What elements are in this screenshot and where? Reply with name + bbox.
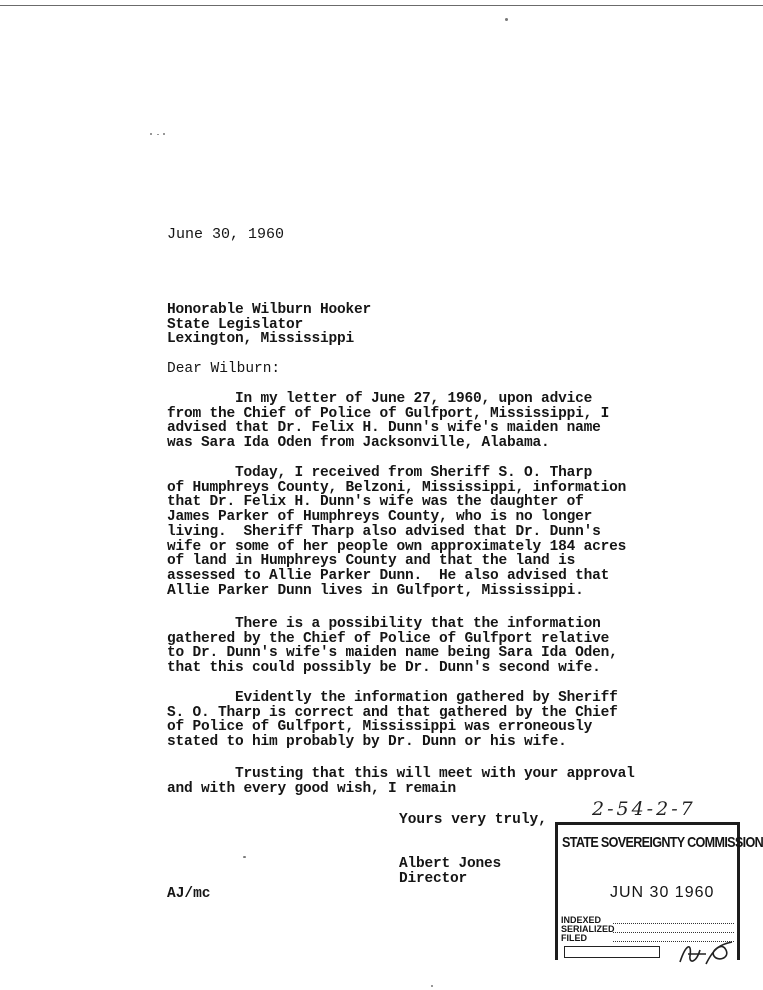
- paragraph-line: wife or some of her people own approximately 184 acres: [167, 538, 627, 555]
- paragraph-line: There is a possibility that the information: [167, 616, 601, 632]
- paragraph-line: S. O. Tharp is correct and that gathered by the Chief: [167, 704, 618, 721]
- scan-speck: [431, 985, 433, 987]
- signer-title: Director: [399, 870, 468, 887]
- stamp-field-label: SERIALIZED: [561, 924, 615, 934]
- paragraph-line: Trusting that this will meet with your approval: [167, 766, 635, 782]
- scan-speck: [505, 18, 508, 21]
- paragraph-line: assessed to Allie Parker Dunn. He also advised that: [167, 567, 610, 584]
- scan-speck: [243, 856, 246, 858]
- salutation: Dear Wilburn:: [167, 361, 281, 377]
- paragraph-line: James Parker of Humphreys County, who is no longer: [167, 509, 593, 526]
- recipient-name: Honorable Wilburn Hooker: [167, 302, 372, 318]
- paragraph-line: advised that Dr. Felix H. Dunn's wife's maiden name: [167, 420, 601, 437]
- paragraph-line: to Dr. Dunn's wife's maiden name being Sara Ida Oden,: [167, 645, 618, 662]
- signer-name: Albert Jones: [399, 856, 502, 872]
- stamp-field-label: FILED: [561, 933, 587, 943]
- recipient-location: Lexington, Mississippi: [167, 331, 355, 348]
- complimentary-close: Yours very truly,: [399, 812, 547, 828]
- paragraph-line: Evidently the information gathered by Sheriff: [167, 690, 618, 706]
- paragraph-line: that Dr. Felix H. Dunn's wife was the daughter of: [167, 494, 584, 511]
- paragraph-line: stated to him probably by Dr. Dunn or his wife.: [167, 734, 567, 751]
- paragraph-line: Today, I received from Sheriff S. O. Tharp: [167, 465, 593, 481]
- paragraph-line: of Humphreys County, Belzoni, Mississippi, information: [167, 479, 627, 496]
- paragraph-line: of land in Humphreys County and that the land is: [167, 553, 576, 570]
- handwritten-file-number: 2-54-2-7: [592, 798, 696, 820]
- scan-speck: [150, 133, 152, 135]
- paragraph-line: Allie Parker Dunn lives in Gulfport, Mississippi.: [167, 582, 584, 599]
- paragraph-line: living. Sheriff Tharp also advised that Dr. Dunn's: [167, 523, 601, 540]
- stamp-entry-box: [564, 946, 660, 958]
- scan-speck: [157, 134, 159, 135]
- letter-date: June 30, 1960: [167, 226, 285, 243]
- stamp-field-serialized: [561, 925, 736, 934]
- stamp-date: JUN 30 1960: [610, 884, 715, 901]
- stamp-field-line: [613, 932, 734, 933]
- scan-top-edge: [0, 0, 763, 6]
- paragraph-line: and with every good wish, I remain: [167, 780, 457, 797]
- paragraph-line: from the Chief of Police of Gulfport, Mississippi, I: [167, 405, 610, 422]
- handwritten-initials-signature: [676, 938, 736, 968]
- paragraph-line: was Sara Ida Oden from Jacksonville, Alabama.: [167, 435, 550, 452]
- stamp-title: STATE SOVEREIGNTY COMMISSION: [562, 834, 763, 851]
- scan-speck: [163, 133, 165, 135]
- stamp-field-line: [613, 923, 734, 924]
- stamp-field-label: INDEXED: [561, 915, 602, 925]
- paragraph-line: In my letter of June 27, 1960, upon advice: [167, 391, 593, 407]
- paragraph-line: that this could possibly be Dr. Dunn's second wife.: [167, 660, 601, 677]
- paragraph-line: gathered by the Chief of Police of Gulfport relative: [167, 630, 610, 647]
- paragraph-line: of Police of Gulfport, Mississippi was erroneously: [167, 719, 593, 736]
- typist-initials: AJ/mc: [167, 886, 211, 902]
- recipient-title: State Legislator: [167, 316, 304, 333]
